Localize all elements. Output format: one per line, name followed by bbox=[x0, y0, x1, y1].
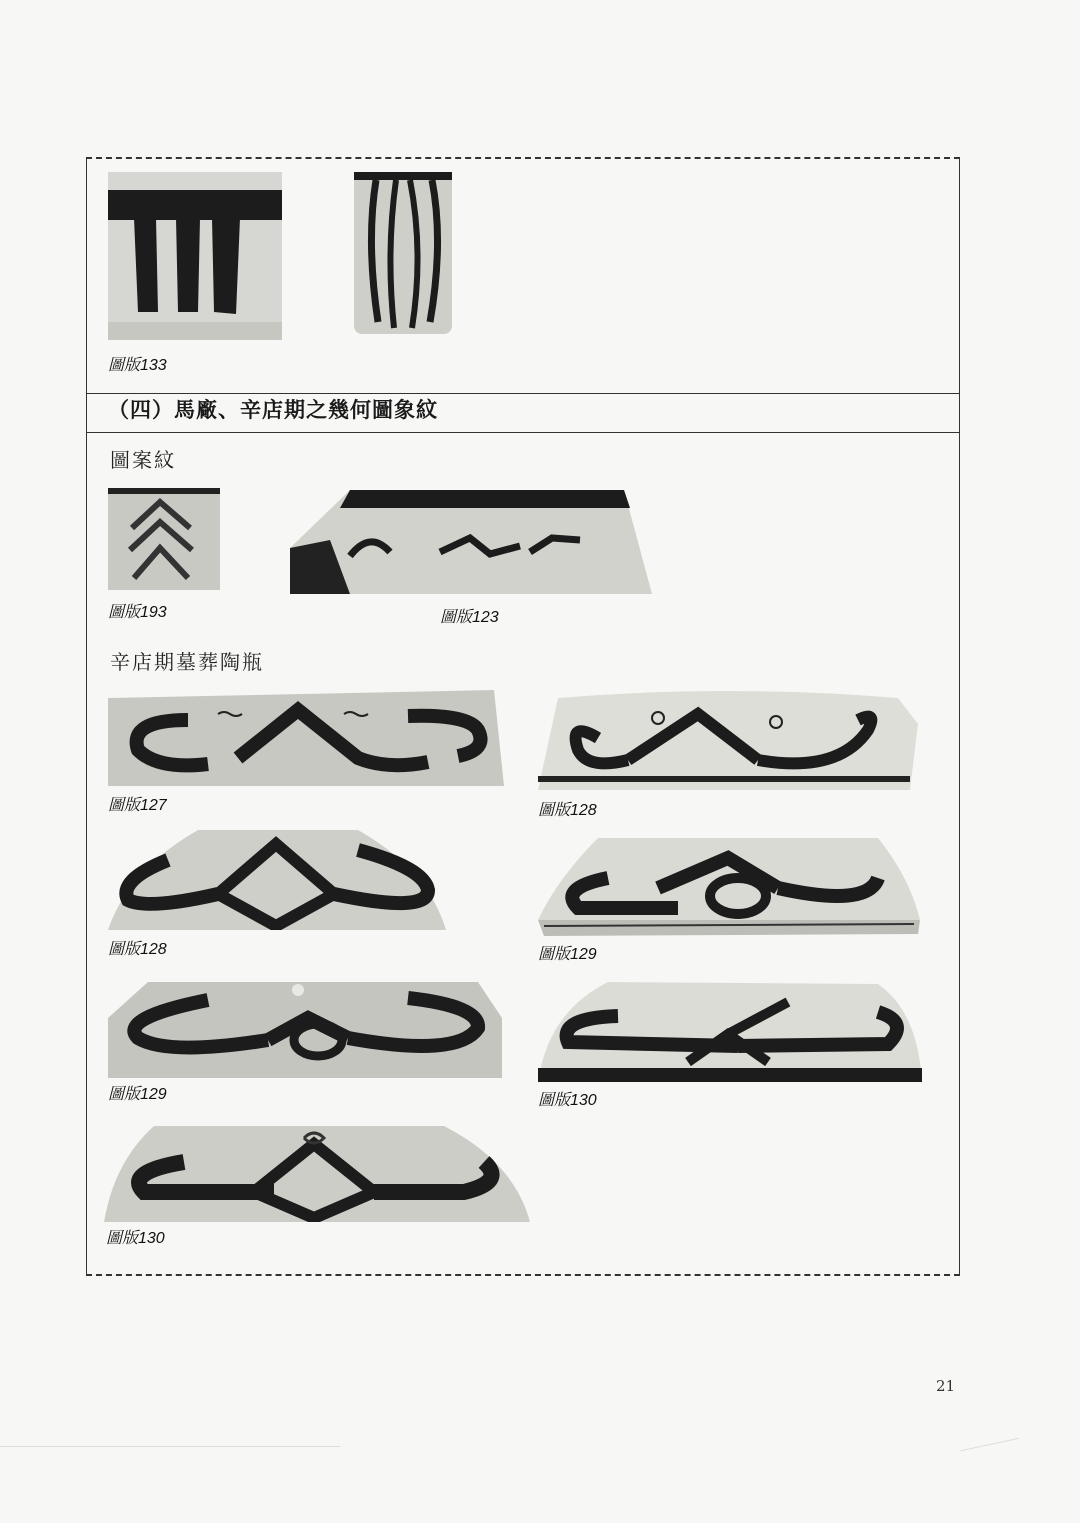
plate-193-photo bbox=[108, 488, 220, 590]
caption-plate-128-a: 圖版128 bbox=[538, 802, 597, 819]
caption-plate-193: 圖版193 bbox=[108, 604, 167, 621]
plate-128-photo-b bbox=[108, 830, 446, 930]
caption-plate-130-b: 圖版130 bbox=[106, 1230, 165, 1247]
caption-plate-128-b: 圖版128 bbox=[108, 941, 167, 958]
section-rule-bottom bbox=[86, 432, 960, 433]
scan-edge-line-right bbox=[961, 1438, 1020, 1451]
plate-129-photo-a bbox=[538, 838, 920, 938]
frame-bottom-dashed-border bbox=[86, 1274, 960, 1276]
plate-133-photo-b bbox=[352, 172, 454, 340]
caption-plate-127: 圖版127 bbox=[108, 797, 167, 814]
caption-plate-130-a: 圖版130 bbox=[538, 1092, 597, 1109]
plate-123-photo bbox=[290, 490, 652, 594]
caption-plate-129-a: 圖版129 bbox=[538, 946, 597, 963]
caption-plate-133: 圖版133 bbox=[108, 357, 167, 374]
subheading-xindian-vessels: 辛店期墓葬陶瓶 bbox=[110, 650, 264, 674]
plate-128-photo-a bbox=[538, 690, 918, 790]
section-heading: （四）馬廠、辛店期之幾何圖象紋 bbox=[108, 397, 438, 422]
plate-127-photo bbox=[108, 690, 504, 786]
plate-130-photo-a bbox=[538, 982, 922, 1082]
page-number: 21 bbox=[936, 1377, 956, 1395]
plate-130-photo-b bbox=[104, 1122, 530, 1222]
subheading-pattern: 圖案紋 bbox=[110, 448, 176, 472]
scan-edge-line-left bbox=[0, 1446, 340, 1447]
caption-plate-123: 圖版123 bbox=[440, 609, 499, 626]
plate-133-photo-a bbox=[108, 172, 282, 340]
caption-plate-129-b: 圖版129 bbox=[108, 1086, 167, 1103]
plate-129-photo-b bbox=[108, 978, 502, 1078]
